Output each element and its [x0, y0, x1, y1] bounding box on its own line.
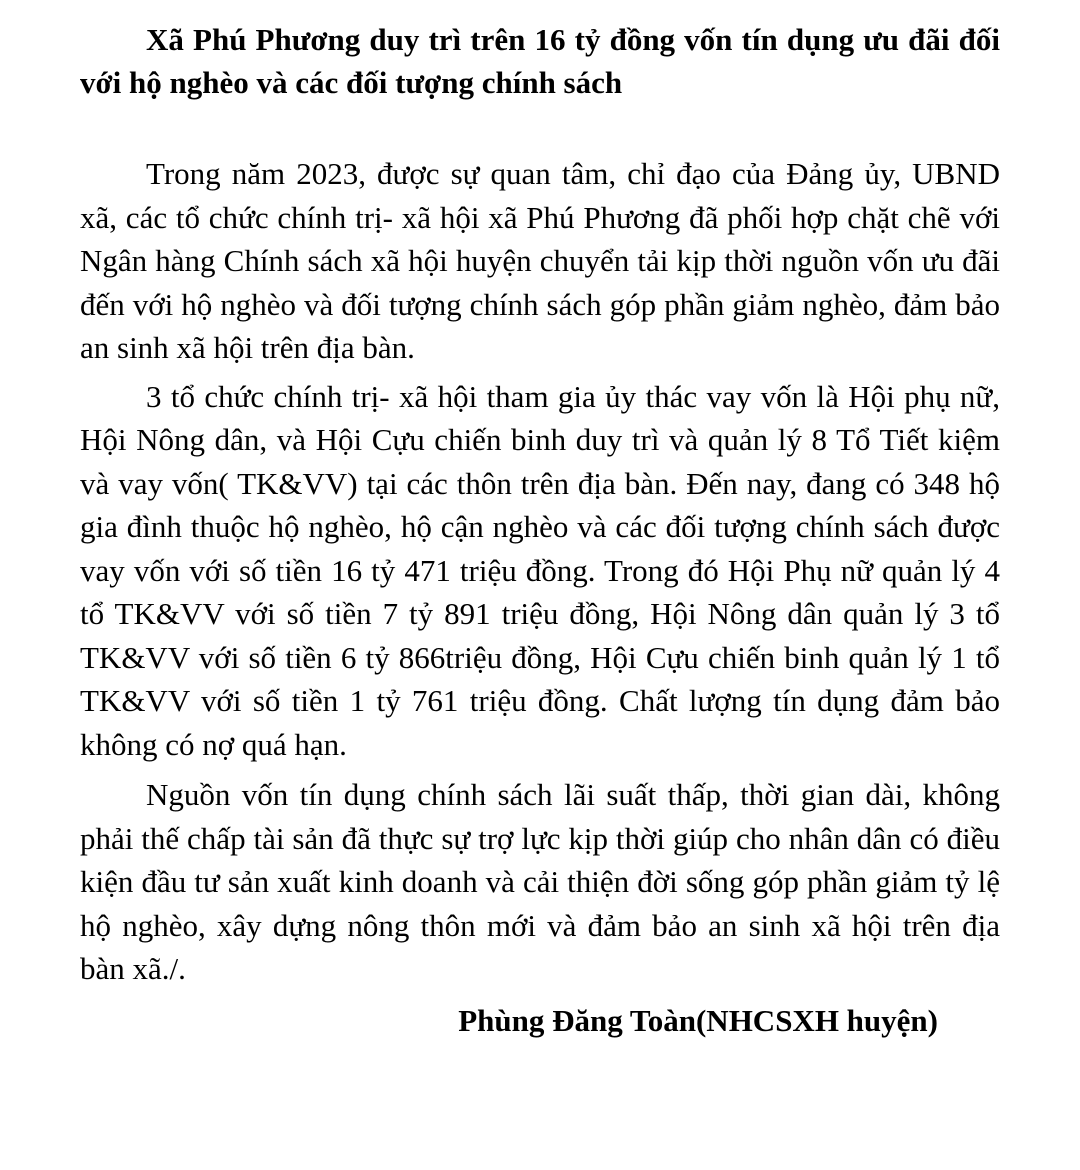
author-signature: Phùng Đăng Toàn(NHCSXH huyện)	[458, 1002, 938, 1038]
paragraph-2: 3 tổ chức chính trị- xã hội tham gia ủy thác vay vốn là Hội phụ nữ, Hội Nông dân, và Hội Cựu chiến binh duy trì và quản lý 8 Tổ Tiết kiệm và vay vốn( TK&VV) tại các thôn trên địa bàn. Đến nay, đang có 348 hộ gia đình thuộc hộ nghèo, hộ cận nghèo và các đối tượng chính sách được vay vốn với số tiền 16 tỷ 471 triệu đồng. Trong đó Hội Phụ nữ quản lý 4 tổ TK&VV với số tiền 7 tỷ 891 triệu đồng, Hội Nông dân quản lý 3 tổ TK&VV với số tiền 6 tỷ 866triệu đồng, Hội Cựu chiến binh quản lý 1 tổ TK&VV với số tiền 1 tỷ 761 triệu đồng. Chất lượng tín dụng đảm bảo không có nợ quá hạn.	[80, 378, 1000, 762]
document-page	[80, 0, 1000, 1042]
article-body	[80, 152, 1000, 991]
paragraph-1: Trong năm 2023, được sự quan tâm, chỉ đạo của Đảng ủy, UBND xã, các tổ chức chính trị- xã hội xã Phú Phương đã phối hợp chặt chẽ với Ngân hàng Chính sách xã hội huyện chuyển tải kịp thời nguồn vốn ưu đãi đến với hộ nghèo và đối tượng chính sách góp phần giảm nghèo, đảm bảo an sinh xã hội trên địa bàn.	[80, 156, 1000, 365]
article-title: Xã Phú Phương duy trì trên 16 tỷ đồng vốn tín dụng ưu đãi đối với hộ nghèo và các đối tượng chính sách	[80, 22, 1000, 100]
paragraph-3: Nguồn vốn tín dụng chính sách lãi suất thấp, thời gian dài, không phải thế chấp tài sản đã thực sự trợ lực kịp thời giúp cho nhân dân có điều kiện đầu tư sản xuất kinh doanh và cải thiện đời sống góp phần giảm tỷ lệ hộ nghèo, xây dựng nông thôn mới và đảm bảo an sinh xã hội trên địa bàn xã./.	[80, 777, 1000, 986]
